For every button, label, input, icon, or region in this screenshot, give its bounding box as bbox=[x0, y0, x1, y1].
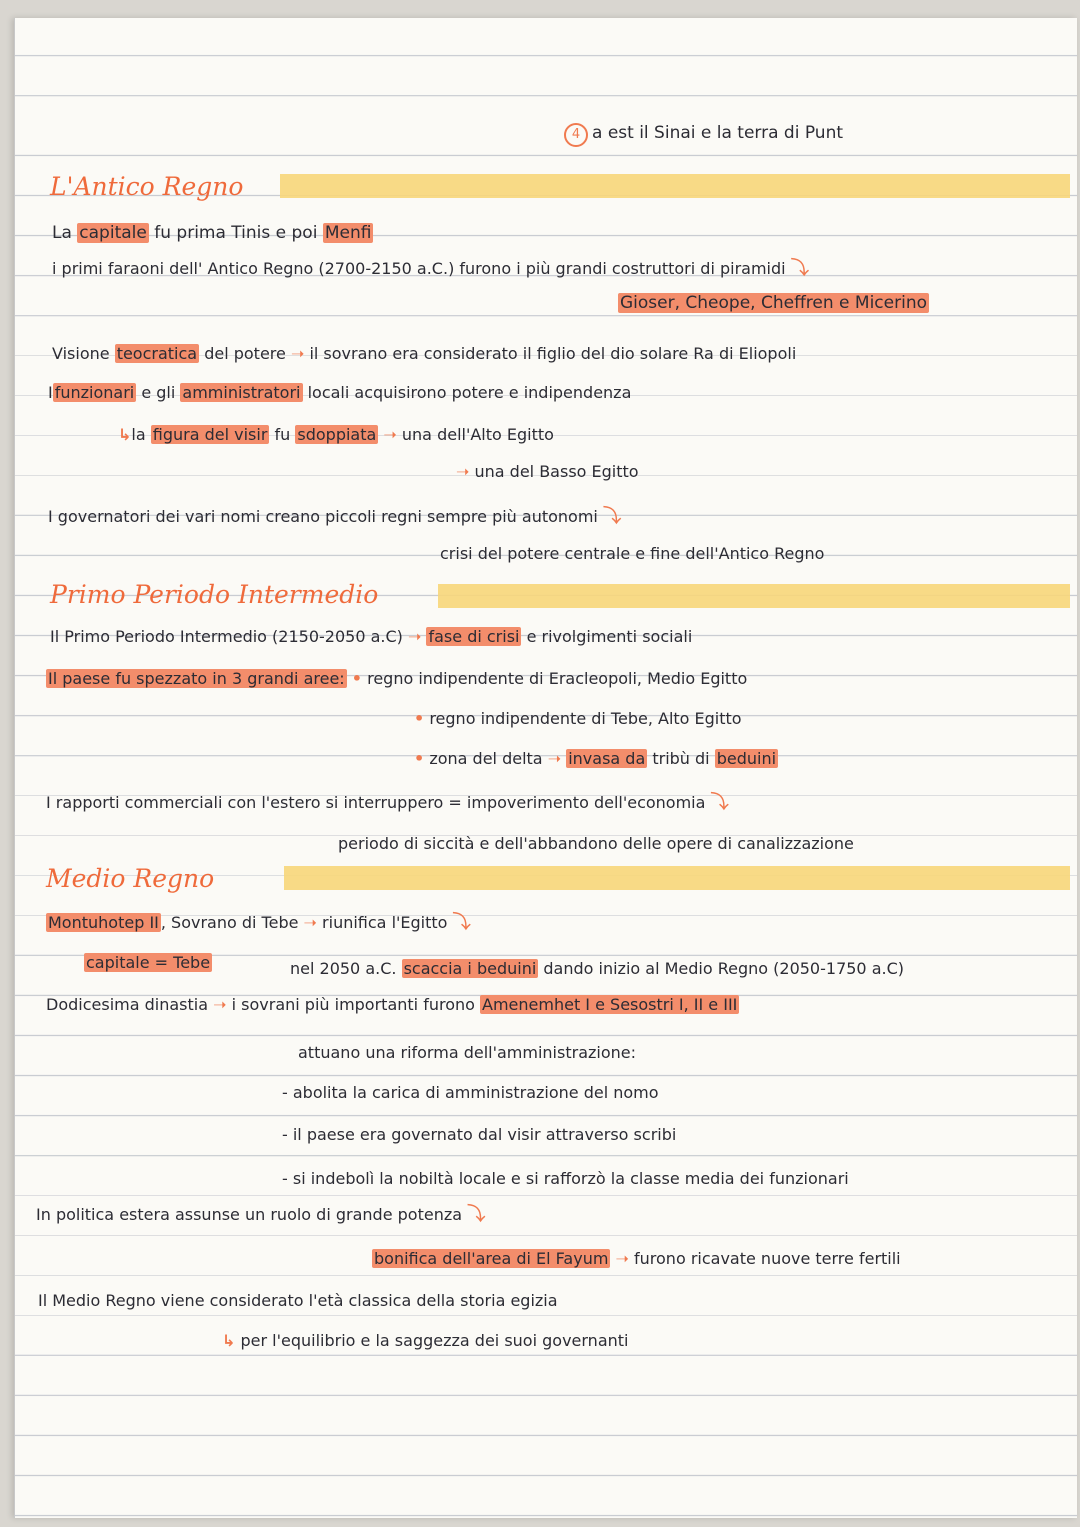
arrow-icon: ➝ bbox=[547, 749, 562, 768]
text-line: - si indebolì la nobiltà locale e si rafforzò la classe media dei funzionari bbox=[282, 1169, 849, 1188]
arrow-icon: ➝ bbox=[383, 425, 397, 444]
top-note: 4 a est il Sinai e la terra di Punt bbox=[564, 122, 843, 147]
text-line: I rapporti commerciali con l'estero si interruppero = impoverimento dell'economia ⤵ bbox=[46, 792, 729, 813]
text-line: ➝ una del Basso Egitto bbox=[456, 462, 639, 481]
circled-number: 4 bbox=[564, 123, 588, 147]
arrow-return-icon: ↳ bbox=[118, 425, 132, 444]
text-line: - abolita la carica di amministrazione del nomo bbox=[282, 1083, 659, 1102]
text-line: Montuhotep II , Sovrano di Tebe ➝ riunifica l'Egitto ⤵ bbox=[48, 912, 471, 933]
arrow-icon: ➝ bbox=[290, 344, 305, 363]
text-line: • zona del delta ➝ invasa da tribù di beduini bbox=[414, 749, 777, 768]
text-line: capitale = Tebe bbox=[86, 953, 211, 972]
text-line: i primi faraoni dell' Antico Regno (2700-2150 a.C.) furono i più grandi costruttori di piramidi ⤵ bbox=[52, 258, 809, 279]
text-line: bonifica dell'area di El Fayum ➝ furono ricavate nuove terre fertili bbox=[374, 1249, 901, 1268]
text-line: In politica estera assunse un ruolo di grande potenza ⤵ bbox=[36, 1204, 486, 1225]
text-line: Il Medio Regno viene considerato l'età classica della storia egizia bbox=[38, 1291, 558, 1310]
text-line: La capitale fu prima Tinis e poi Menfi bbox=[52, 223, 372, 243]
heading-band bbox=[284, 866, 1070, 890]
text-line: Dodicesima dinastia ➝ i sovrani più importanti furono Amenemhet I e Sesostri I, II e III bbox=[46, 995, 738, 1014]
heading-band bbox=[438, 584, 1070, 608]
heading-band bbox=[280, 174, 1070, 198]
section-heading-medio-regno: Medio Regno bbox=[46, 864, 215, 893]
text-line: - il paese era governato dal visir attraverso scribi bbox=[282, 1125, 677, 1144]
section-heading-antico-regno: L'Antico Regno bbox=[50, 172, 244, 201]
arrow-icon: ➝ bbox=[213, 995, 227, 1014]
text-line: Il paese fu spezzato in 3 grandi aree: • regno indipendente di Eracleopoli, Medio Egitto bbox=[48, 669, 748, 688]
text-line: periodo di siccità e dell'abbandono delle opere di canalizzazione bbox=[338, 834, 854, 853]
text-line: I funzionari e gli amministratori locali acquisirono potere e indipendenza bbox=[48, 383, 632, 402]
arrow-icon: ➝ bbox=[456, 462, 470, 481]
text-line: I governatori dei vari nomi creano piccoli regni sempre più autonomi ⤵ bbox=[48, 506, 621, 527]
text-line: attuano una riforma dell'amministrazione: bbox=[298, 1043, 636, 1062]
text-line: • regno indipendente di Tebe, Alto Egitto bbox=[414, 709, 742, 728]
text-line: nel 2050 a.C. scaccia i beduini dando inizio al Medio Regno (2050-1750 a.C) bbox=[290, 959, 904, 978]
arrow-icon: ➝ bbox=[407, 627, 422, 646]
text-line: ↳la figura del visir fu sdoppiata ➝ una dell'Alto Egitto bbox=[118, 425, 554, 444]
section-heading-primo-periodo: Primo Periodo Intermedio bbox=[50, 580, 379, 609]
arrow-icon: ➝ bbox=[615, 1249, 629, 1268]
text-line-pharaohs: Gioser, Cheope, Cheffren e Micerino bbox=[620, 293, 927, 313]
text-line: Il Primo Periodo Intermedio (2150-2050 a.C) ➝ fase di crisi e rivolgimenti sociali bbox=[50, 627, 693, 646]
text-line: Visione teocratica del potere ➝ il sovrano era considerato il figlio del dio solare Ra di Eliopoli bbox=[52, 344, 797, 363]
arrow-return-icon: ↳ bbox=[222, 1331, 236, 1350]
arrow-icon: ➝ bbox=[303, 913, 317, 932]
text-line: crisi del potere centrale e fine dell'Antico Regno bbox=[440, 544, 825, 563]
text-line: ↳ per l'equilibrio e la saggezza dei suoi governanti bbox=[222, 1331, 629, 1350]
